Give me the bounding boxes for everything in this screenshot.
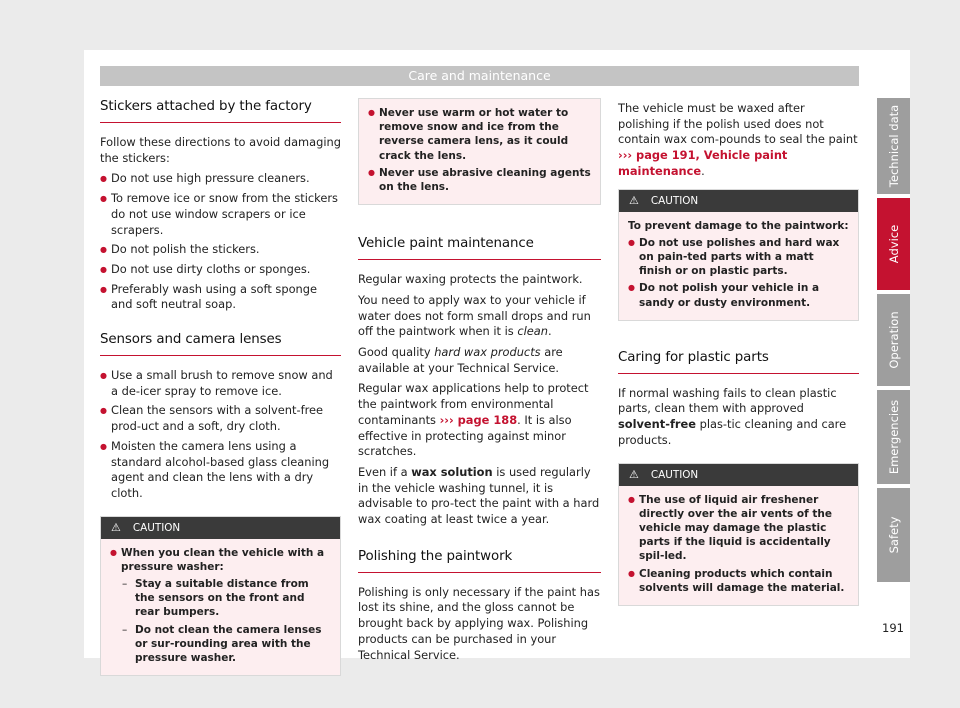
list-item: ● Use a small brush to remove snow and a de-icer spray to remove ice. [100, 368, 341, 399]
caution-item: ● Do not use polishes and hard wax on pain-ted parts with a matt finish or on plastic parts. [628, 236, 849, 279]
column-3 [618, 101, 859, 606]
text: . It is also effective in protecting against minor scratches. [358, 412, 572, 459]
text: The vehicle must be waxed after polishing if the polish used does not contain wax com-pounds to seal the paint [618, 101, 858, 147]
caution-subitem: – Stay a suitable distance from the sensors on the front and rear bumpers. [110, 577, 331, 620]
page-reference-link[interactable]: ››› page 191, Vehicle paint maintenance [618, 148, 788, 178]
caution-box [100, 516, 341, 677]
text: Regular wax applications help to protect the paintwork from environmental contaminants [358, 381, 589, 427]
warning-icon: ⚠ [111, 520, 121, 534]
caution-label: CAUTION [650, 194, 699, 207]
list-item: ● Preferably wash using a soft sponge and soft neutral soap. [100, 282, 341, 313]
warning-icon: ⚠ [629, 467, 639, 481]
caution-item: ● Never use abrasive cleaning agents on the lens. [368, 166, 591, 194]
caution-body [619, 486, 858, 605]
section-title-stickers: Stickers attached by the factory [100, 98, 341, 123]
paint-paragraph [358, 293, 601, 340]
paint-paragraph [358, 465, 601, 528]
caution-subitem: – Do not clean the camera lenses or sur-rounding area with the pressure washer. [110, 623, 331, 666]
paint-paragraph [358, 381, 601, 460]
caution-header [101, 517, 340, 539]
section-title-sensors: Sensors and camera lenses [100, 331, 341, 356]
chapter-header: Care and maintenance [100, 66, 859, 86]
emphasis: clean [517, 324, 548, 339]
section-title-paint: Vehicle paint maintenance [358, 235, 601, 260]
tab-label: Advice [886, 224, 901, 264]
bold-term: wax solution [411, 464, 493, 479]
text: If normal washing fails to clean plastic parts, clean them with approved [618, 385, 837, 416]
caution-header [619, 464, 858, 486]
caution-item: ● The use of liquid air freshener directly over the air vents of the vehicle may damage the plastic parts if the liquid is accidentally spil-led. [628, 493, 849, 564]
caution-body [619, 212, 858, 320]
caution-lead: To prevent damage to the paintwork: [628, 219, 849, 232]
section-title-plastic: Caring for plastic parts [618, 349, 859, 374]
list-item: ● Moisten the camera lens using a standard alcohol-based glass cleaning agent and clean the lens with a dry cloth. [100, 439, 341, 502]
tab-label: Safety [886, 516, 901, 554]
text: You need to apply wax to your vehicle if water does not form small drops and run off the paintwork when it is [358, 292, 591, 339]
text: Even if a [358, 464, 412, 479]
text: . [548, 324, 552, 339]
bold-term: solvent-free [618, 417, 696, 432]
tab-operation[interactable] [877, 294, 910, 386]
caution-label: CAUTION [132, 521, 181, 534]
tab-technical-data[interactable] [877, 98, 910, 194]
caution-header [619, 190, 858, 212]
text: . [701, 163, 705, 178]
caution-body [101, 539, 340, 676]
caution-item: ● When you clean the vehicle with a pressure washer: [110, 546, 331, 574]
paint-paragraph [358, 345, 601, 376]
caution-box-continued [358, 98, 601, 205]
page-number: 191 [882, 621, 904, 635]
stickers-intro: Follow these directions to avoid damaging the stickers: [100, 135, 341, 165]
caution-body [359, 99, 600, 204]
text: is used regularly in the vehicle washing tunnel, it is advisable to pro-tect the paint with a hard wax coating at least twice a year. [358, 464, 600, 527]
list-item: ● Do not polish the stickers. [100, 242, 341, 258]
list-item: ● To remove ice or snow from the stickers do not use window scrapers or ice scrapers. [100, 191, 341, 238]
tab-advice[interactable] [877, 198, 910, 290]
plastic-paragraph [618, 386, 859, 449]
tab-label: Technical data [886, 104, 901, 188]
emphasis: hard wax products [434, 345, 541, 360]
text: plas-tic cleaning and care products. [618, 417, 847, 447]
column-2 [358, 98, 601, 668]
tab-safety[interactable] [877, 488, 910, 582]
tab-label: Operation [886, 311, 901, 369]
caution-item: ● Cleaning products which contain solvents will damage the material. [628, 567, 849, 595]
wax-paragraph [618, 101, 859, 180]
column-1 [100, 98, 341, 676]
caution-box [618, 463, 859, 606]
caution-item: ● Never use warm or hot water to remove snow and ice from the reverse camera lens, as it could crack the lens. [368, 106, 591, 163]
polish-paragraph: Polishing is only necessary if the paint has lost its shine, and the gloss cannot be brought back by applying wax. Polishing products can be purchased in your Technical Service. [358, 584, 600, 662]
paint-paragraph: Regular waxing protects the paintwork. [358, 272, 583, 287]
tab-label: Emergencies [886, 399, 901, 475]
list-item: ● Clean the sensors with a solvent-free prod-uct and a soft, dry cloth. [100, 403, 341, 434]
caution-item: ● Do not polish your vehicle in a sandy or dusty environment. [628, 281, 849, 309]
text: are available at your Technical Service. [358, 345, 563, 375]
warning-icon: ⚠ [629, 193, 639, 207]
page-reference-link[interactable]: ››› page 188 [439, 412, 518, 427]
list-item: ● Do not use dirty cloths or sponges. [100, 262, 341, 278]
caution-label: CAUTION [650, 468, 699, 481]
text: Good quality [358, 345, 435, 360]
tab-emergencies[interactable] [877, 390, 910, 484]
list-item: ● Do not use high pressure cleaners. [100, 171, 341, 187]
caution-box [618, 189, 859, 321]
section-title-polishing: Polishing the paintwork [358, 548, 601, 573]
